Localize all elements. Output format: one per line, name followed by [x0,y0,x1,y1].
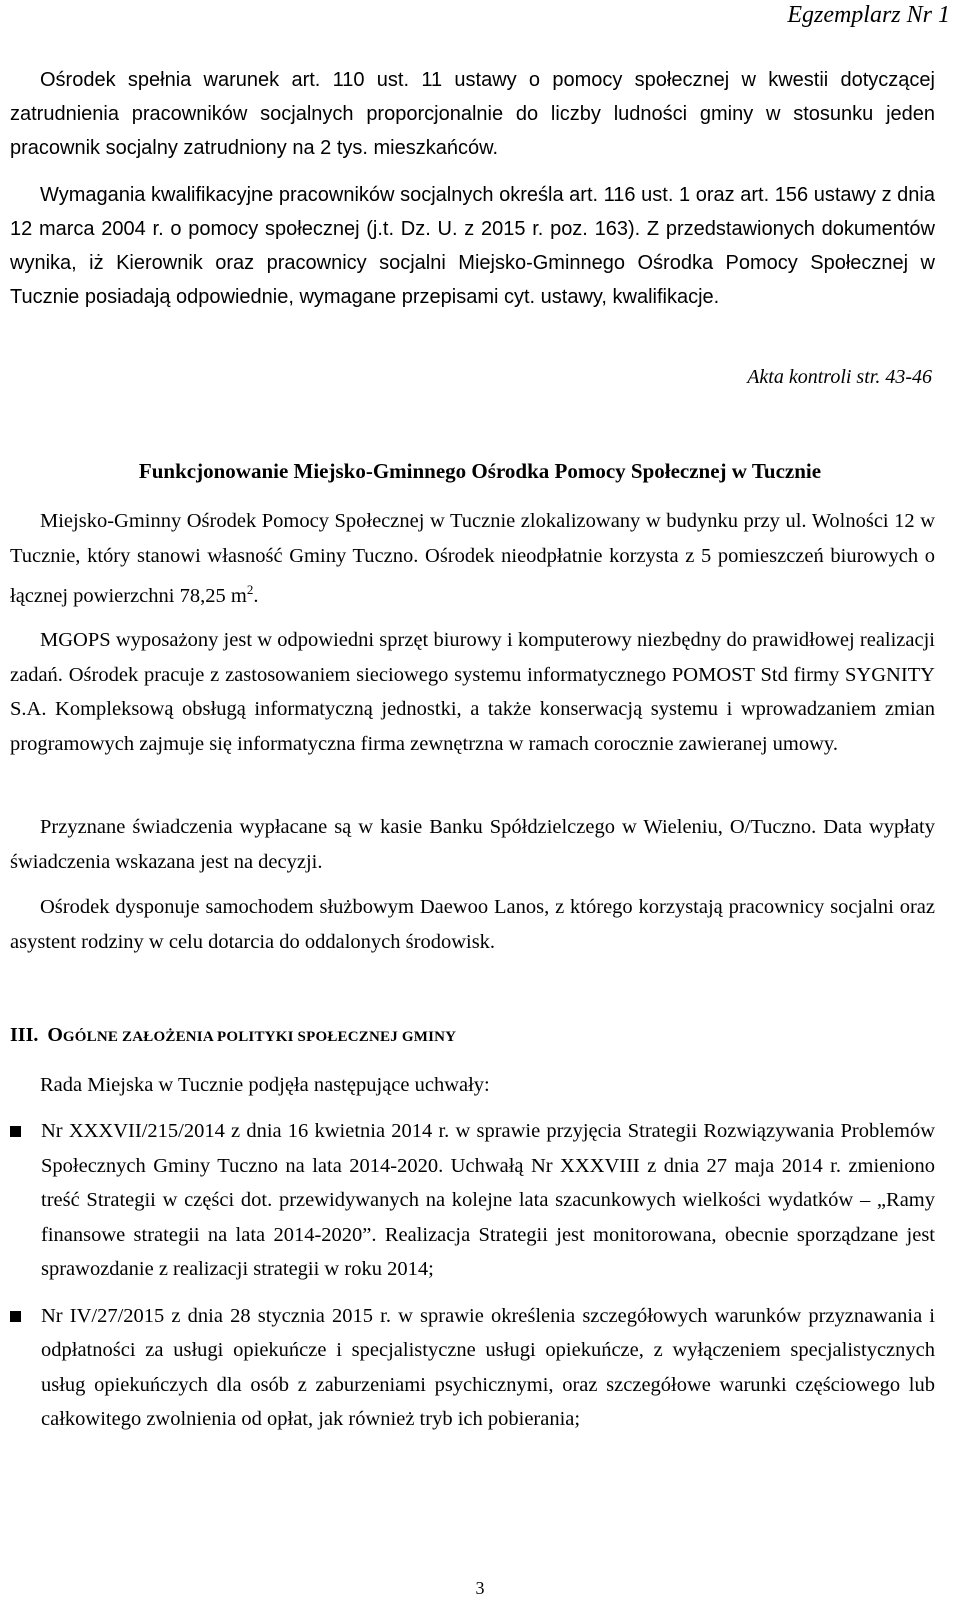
location-text: Miejsko-Gminny Ośrodek Pomocy Społecznej w Tucznie zlokalizowany w budynku przy ul. Wolności 12 w Tucznie, który stanowi własność Gminy Tuczno. Ośrodek nieodpłatnie korzysta z 5 pomieszczeń biurowych o łącznej powierzchni 78,25 m [10,510,935,607]
paragraph-qualifications-text: Wymagania kwalifikacyjne pracowników socjalnych określa art. 116 ust. 1 oraz art. 156 ustawy z dnia 12 marca 2004 r. o pomocy społecznej (j.t. Dz. U. z 2015 r. poz. 163). Z przedstawionych dokumentów wynika, iż Kierownik oraz pracownicy socjalni Miejsko-Gminnego Ośrodka Pomocy Społecznej w Tucznie posiadają odpowiednie, wymagane przepisami cyt. ustawy, kwalifikacje. [10,184,935,308]
audit-files-reference: Akta kontroli str. 43-46 [747,366,932,388]
list-item-text: Nr IV/27/2015 z dnia 28 stycznia 2015 r. w sprawie określenia szczegółowych warunków przyznawania i odpłatności za usługi opiekuńcze i specjalistyczne usługi opiekuńcze, z wyłączeniem specjalistycznych usług opiekuńczych dla osób z zaburzeniami psychicznymi, oraz szczegółowe warunki częściowego lub całkowitego zwolnienia od opłat, jak również tryb ich pobierania; [41,1304,935,1430]
paragraph-equipment-text: MGOPS wyposażony jest w odpowiedni sprzęt biurowy i komputerowy niezbędny do prawidłowej realizacji zadań. Ośrodek pracuje z zastosowaniem sieciowego systemu informatycznego POMOST Std firmy SYGNITY S.A. Kompleksową obsługą informatyczną jednostki, a także konserwacją systemu i wprowadzaniem zmian programowych zajmuje się informatyczna firma zewnętrzna w ramach corocznie zawieranej umowy. [10,629,935,755]
section-title: Funkcjonowanie Miejsko-Gminnego Ośrodka Pomocy Społecznej w Tucznie [138,459,822,483]
list-item-text: Nr XXXVII/215/2014 z dnia 16 kwietnia 2014 r. w sprawie przyjęcia Strategii Rozwiązywania Problemów Społecznych Gminy Tuczno na lata 2014-2020. Uchwałą Nr XXXVIII z dnia 27 maja 2014 r. zmieniono treść Strategii w części dot. przewidywanych na kolejne lata szacunkowych wielkości wydatków – „Ramy finansowe strategii na lata 2014-2020”. Realizacja Strategii jest monitorowana, obecnie sporządzane jest sprawozdanie z realizacji strategii w roku 2014; [41,1120,935,1280]
paragraph-payments-text: Przyznane świadczenia wypłacane są w kasie Banku Spółdzielczego w Wieleniu, O/Tuczno. Data wypłaty świadczenia wskazana jest na decyzji. [10,816,935,873]
paragraph-vehicle-text: Ośrodek dysponuje samochodem służbowym Daewoo Lanos, z którego korzystają pracownicy socjalni oraz asystent rodziny w celu dotarcia do oddalonych środowisk. [10,896,935,953]
paragraph-vehicle [10,890,935,959]
chapter-title-rest: GÓLNE ZAŁOŻENIA POLITYKI SPOŁECZNEJ GMINY [62,1029,457,1045]
chapter-heading [10,1024,456,1047]
page-number: 3 [475,1578,485,1598]
list-item [10,1299,935,1437]
chapter-title-initial: O [47,1024,63,1046]
square-bullet-icon [10,1311,21,1322]
list-item [10,1114,935,1287]
paragraph-location [10,504,935,613]
paragraph-staffing [10,63,935,165]
resolutions-intro: Rada Miejska w Tucznie podjęła następujące uchwały: [40,1074,490,1096]
location-text-end: . [253,584,259,607]
paragraph-equipment [10,623,935,761]
resolutions-list [10,1114,935,1449]
square-bullet-icon [10,1126,21,1137]
area-unit-superscript: 2 [246,582,254,597]
copy-number-label: Egzemplarz Nr 1 [787,2,950,28]
paragraph-qualifications [10,178,935,314]
chapter-number: III. [10,1024,39,1046]
paragraph-staffing-text: Ośrodek spełnia warunek art. 110 ust. 11 ustawy o pomocy społecznej w kwestii dotyczącej zatrudnienia pracowników socjalnych proporcjonalnie do liczby ludności gminy w stosunku jeden pracownik socjalny zatrudniony na 2 tys. mieszkańców. [10,69,935,159]
paragraph-location-text [10,504,935,613]
paragraph-payments [10,810,935,879]
